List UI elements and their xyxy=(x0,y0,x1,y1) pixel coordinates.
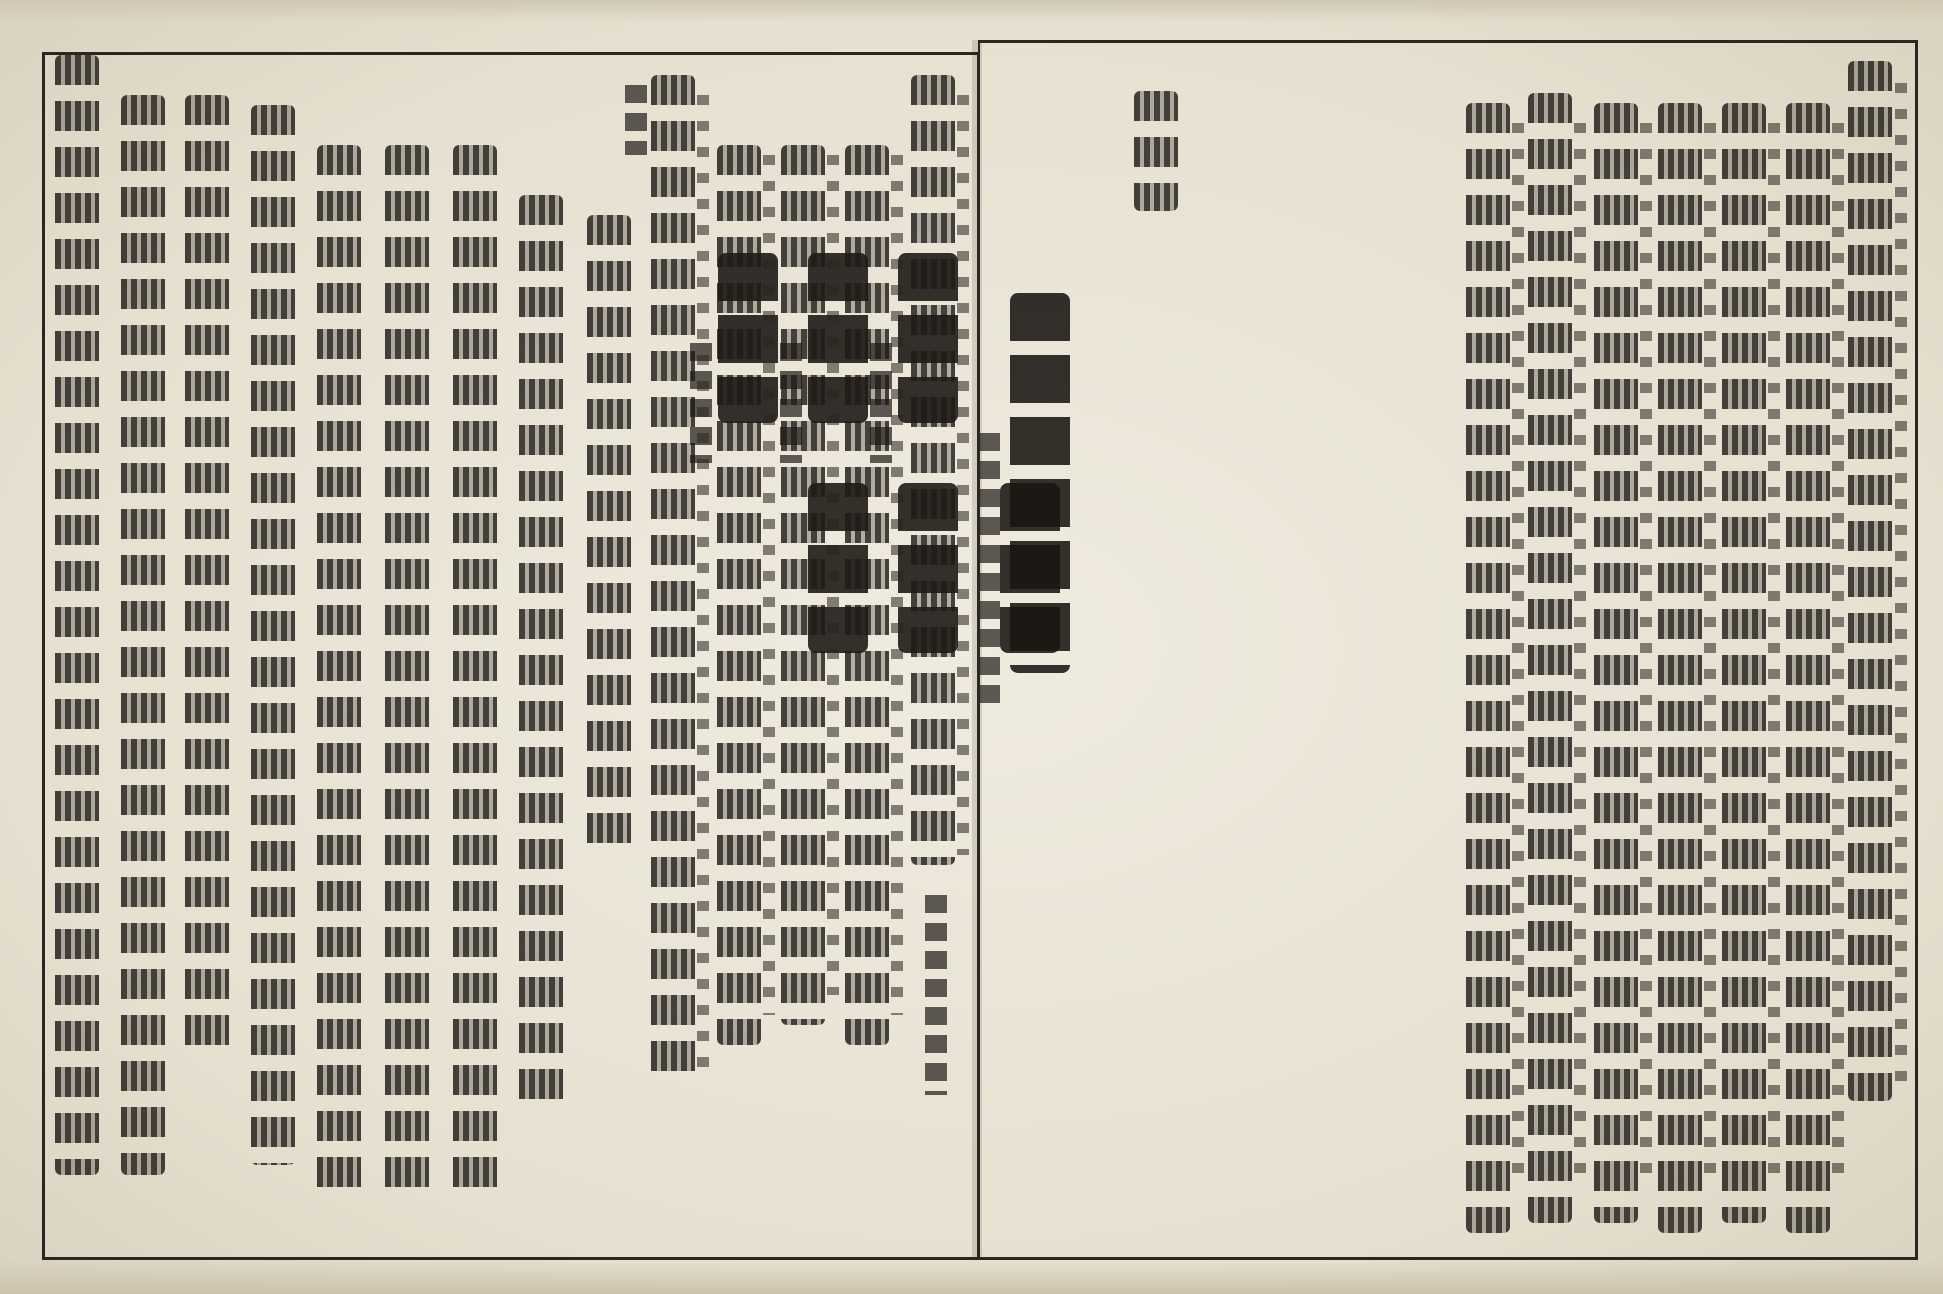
text-column xyxy=(1848,61,1892,1101)
text-column xyxy=(1722,103,1766,1223)
marginal-note xyxy=(925,895,947,1095)
text-column xyxy=(911,75,955,865)
text-column xyxy=(251,105,295,1165)
text-column xyxy=(317,145,361,1195)
furigana-column xyxy=(1640,123,1652,1183)
furigana-column xyxy=(957,95,969,855)
furigana-column xyxy=(1512,123,1524,1183)
paper-edge-top xyxy=(0,0,1943,22)
furigana-column xyxy=(1895,83,1907,1083)
heading-subtitle xyxy=(978,433,1000,713)
furigana-column xyxy=(1704,123,1716,1183)
furigana-column xyxy=(827,155,839,995)
text-column xyxy=(781,145,825,1025)
paper-edge-bottom xyxy=(0,1260,1943,1294)
right-panel xyxy=(978,40,1918,1260)
text-column xyxy=(587,215,631,855)
text-column xyxy=(845,145,889,1045)
left-panel xyxy=(42,52,980,1260)
marginal-note xyxy=(625,85,647,155)
text-column xyxy=(185,95,229,1055)
text-column xyxy=(1134,91,1178,211)
furigana-column xyxy=(1574,123,1586,1183)
text-column xyxy=(1786,103,1830,1233)
text-column xyxy=(717,145,761,1045)
furigana-column xyxy=(1768,123,1780,1183)
text-column xyxy=(1594,103,1638,1223)
text-column xyxy=(651,75,695,1085)
furigana-column xyxy=(697,95,709,1075)
text-column xyxy=(453,145,497,1195)
list-item-row2-col1 xyxy=(1000,483,1060,653)
text-column xyxy=(385,145,429,1195)
furigana-column xyxy=(891,155,903,1015)
text-column xyxy=(1466,103,1510,1233)
text-column xyxy=(519,195,563,1115)
text-column xyxy=(55,55,99,1175)
text-column xyxy=(1528,93,1572,1223)
furigana-column xyxy=(1832,123,1844,1183)
furigana-column xyxy=(763,155,775,1015)
text-column xyxy=(1658,103,1702,1233)
text-column xyxy=(121,95,165,1175)
